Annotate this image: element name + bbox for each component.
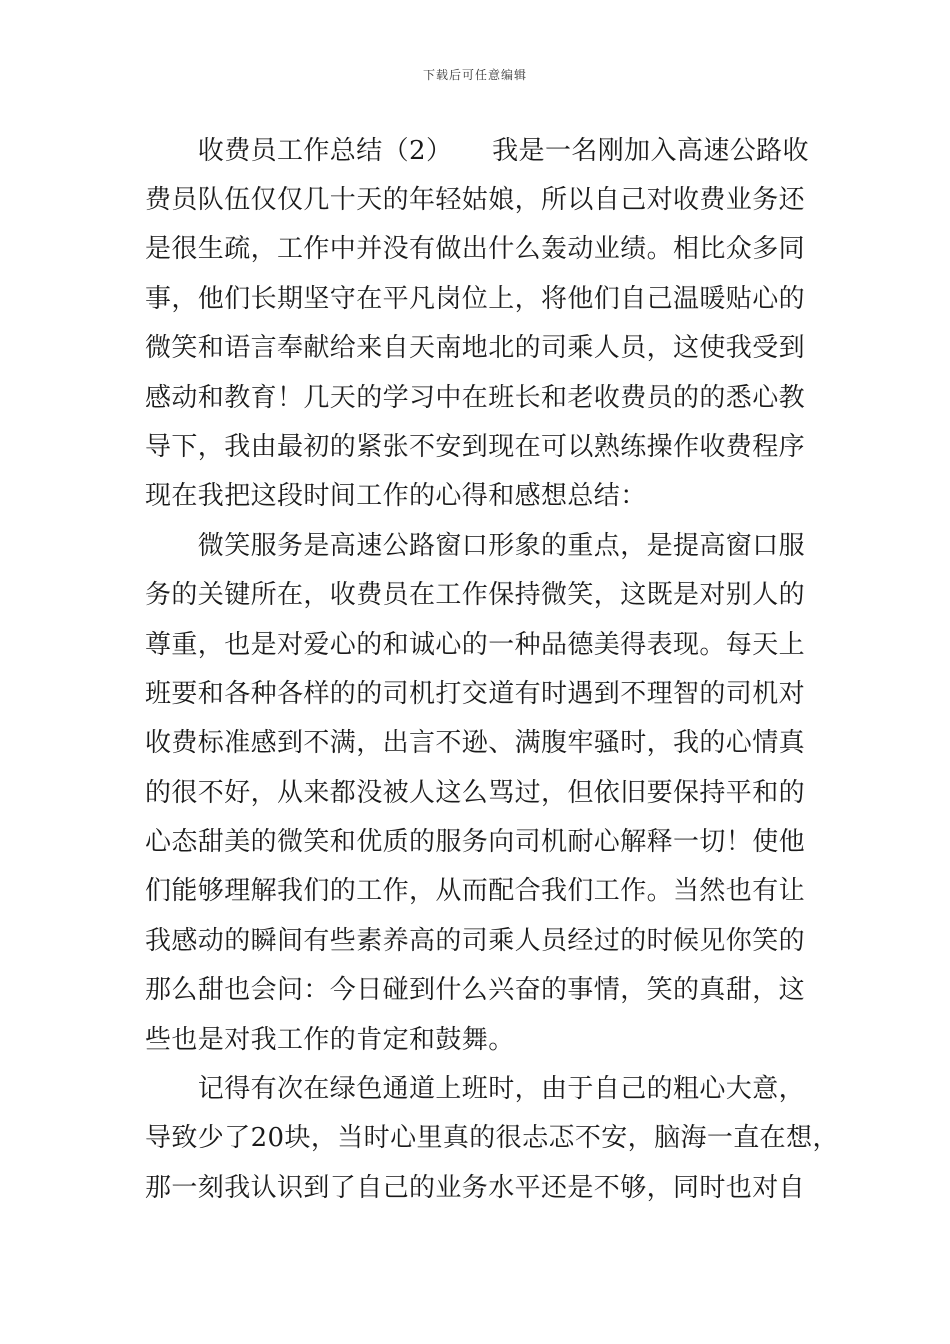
text-line: 尊重，也是对爱心的和诚心的一种品德美得表现。每天上 bbox=[145, 630, 806, 660]
text-line: 导致少了20块，当时心里真的很忐忑不安，脑海一直在想， bbox=[145, 1123, 839, 1153]
text-line: 微笑服务是高速公路窗口形象的重点，是提高窗口服 bbox=[145, 531, 806, 561]
text-line: 务的关键所在，收费员在工作保持微笑，这既是对别人的 bbox=[145, 580, 806, 610]
text-line: 收费标准感到不满，出言不逊、满腹牢骚时，我的心情真 bbox=[145, 728, 806, 758]
text-line: 事，他们长期坚守在平凡岗位上，将他们自己温暖贴心的 bbox=[145, 284, 806, 314]
text-line: 费员队伍仅仅几十天的年轻姑娘，所以自己对收费业务还 bbox=[145, 185, 806, 215]
text-line: 班要和各种各样的的司机打交道有时遇到不理智的司机对 bbox=[145, 679, 806, 709]
text-line: 是很生疏，工作中并没有做出什么轰动业绩。相比众多同 bbox=[145, 234, 806, 264]
text-line: 些也是对我工作的肯定和鼓舞。 bbox=[145, 1025, 515, 1055]
text-line: 收费员工作总结（2） 我是一名刚加入高速公路收 bbox=[145, 136, 809, 166]
text-line: 记得有次在绿色通道上班时，由于自己的粗心大意， bbox=[145, 1074, 806, 1104]
text-line: 感动和教育！几天的学习中在班长和老收费员的的悉心教 bbox=[145, 383, 806, 413]
text-line: 导下，我由最初的紧张不安到现在可以熟练操作收费程序 bbox=[145, 432, 806, 462]
text-line: 那么甜也会问：今日碰到什么兴奋的事情，笑的真甜，这 bbox=[145, 975, 806, 1005]
text-line: 那一刻我认识到了自己的业务水平还是不够，同时也对自 bbox=[145, 1173, 806, 1203]
text-line: 的很不好，从来都没被人这么骂过，但依旧要保持平和的 bbox=[145, 778, 806, 808]
text-line: 我感动的瞬间有些素养高的司乘人员经过的时候见你笑的 bbox=[145, 926, 806, 956]
text-line: 微笑和语言奉献给来自天南地北的司乘人员，这使我受到 bbox=[145, 333, 806, 363]
text-line: 现在我把这段时间工作的心得和感想总结： bbox=[145, 481, 647, 511]
page-header-note: 下载后可任意编辑 bbox=[422, 68, 527, 82]
text-line: 心态甜美的微笑和优质的服务向司机耐心解释一切！使他 bbox=[145, 827, 806, 857]
text-line: 们能够理解我们的工作，从而配合我们工作。当然也有让 bbox=[145, 876, 806, 906]
